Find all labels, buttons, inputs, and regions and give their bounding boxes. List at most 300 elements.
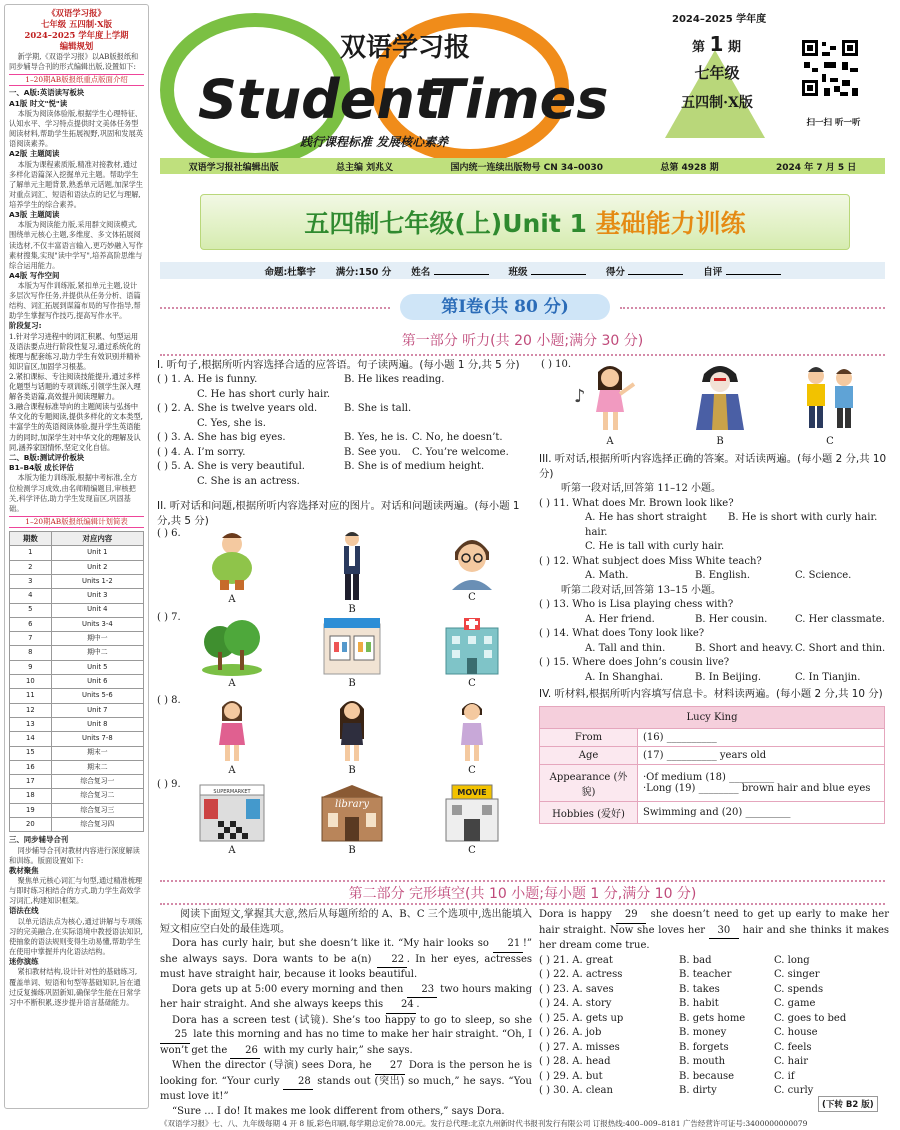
p2b: two hours making her hair straight. And she always keeps this — [160, 983, 532, 1010]
q13-stem: ( ) 13. Who is Lisa playing chess with? — [539, 599, 734, 611]
q3-option-a[interactable]: ( ) 3. A. She has big eyes. — [157, 432, 286, 444]
q11-b[interactable]: B. He is short with curly hair. — [728, 512, 878, 524]
issue-number — [692, 32, 741, 56]
plan-issue-cell: 20 — [10, 818, 52, 832]
q13-b[interactable]: B. Her cousin. — [695, 613, 768, 625]
info-card-name: Lucy King — [540, 707, 885, 729]
class-field[interactable] — [531, 265, 586, 275]
qr-code[interactable] — [800, 38, 860, 106]
plan-content-cell: 综合复习四 — [51, 818, 143, 832]
q6-option-c[interactable] — [427, 530, 517, 615]
plan-issue-cell: 16 — [10, 760, 52, 774]
cloze-instructions: 阅读下面短文,掌握其大意,然后从每题所给的 A、B、C 三个选项中,选出能填入短文相应空白处的最佳选项。 — [160, 909, 532, 935]
p3b: late this morning and has no time to make her hair straight. “Oh, I won’t get the — [160, 1029, 532, 1056]
plan-issue-cell: 2 — [10, 560, 52, 574]
q9-option-c[interactable] — [427, 781, 517, 856]
sidebar-intro: 新学期,《双语学习报》以AB版报纸和同步辅导合刊的形式编辑出版,设置如下: — [9, 51, 139, 71]
plan-table-row — [10, 617, 144, 631]
section-a: 一、A版:英语读写板块 — [9, 88, 85, 98]
plan-table-row — [10, 775, 144, 789]
heavy-boy-image — [202, 530, 262, 592]
cloze-29-option-b[interactable]: B. because — [679, 1070, 735, 1082]
self-eval-field[interactable] — [726, 265, 781, 275]
q9-b-label: B — [348, 845, 356, 856]
blank-26[interactable]: 26 — [230, 1044, 260, 1060]
age-label: Age — [540, 747, 638, 765]
a2-heading: A2版 主题阅读 — [9, 149, 60, 159]
q10-option-c[interactable] — [785, 362, 875, 447]
plan-table-row — [10, 675, 144, 689]
p2a: Dora gets up at 5:00 every morning and then — [172, 983, 404, 995]
q7-option-c[interactable] — [427, 614, 517, 689]
cn-title: 双语学习报 — [340, 33, 471, 63]
cloze-option-row — [539, 1026, 889, 1041]
school-year: 2024–2025 学年度 — [672, 14, 767, 25]
cloze-22-option-a[interactable]: ( ) 22. A. actress — [539, 969, 623, 980]
plan-table-row — [10, 660, 144, 674]
q12-b[interactable]: B. English. — [695, 570, 750, 582]
section-1 — [157, 358, 532, 489]
q6-label: ( ) 6. — [157, 528, 181, 539]
cloze-30-option-b[interactable]: B. dirty — [679, 1085, 717, 1096]
plan-content-cell: Units 5-6 — [51, 689, 143, 703]
q1-option-a[interactable]: ( ) 1. A. He is funny. — [157, 374, 258, 386]
cloze-26-option-c[interactable]: C. house — [774, 1027, 818, 1038]
p4c: stands out (突出) so much,” he says. “You must love it!” — [160, 1075, 532, 1102]
plan-issue-cell: 10 — [10, 675, 52, 689]
q6-c-label: C — [468, 592, 476, 603]
glasses-man-image — [447, 530, 497, 590]
logo-times: Times — [428, 68, 609, 131]
cloze-27-option-a[interactable]: ( ) 27. A. misses — [539, 1041, 620, 1053]
section-1-title: I. 听句子,根据所听内容选择合适的应答语。句子读两遍。(每小题 1 分,共 5 分) — [157, 359, 520, 371]
part2-divider-top — [160, 880, 885, 882]
blank-29[interactable]: 29 — [616, 908, 646, 924]
sidebar-title: 《双语学习报》 — [47, 8, 106, 18]
p3c: with my curly hair,” she says. — [263, 1044, 413, 1056]
r1c: hair and she thinks it makes her dream come true. — [539, 924, 889, 951]
q8-option-b[interactable] — [307, 697, 397, 776]
two-boys-image — [790, 362, 870, 434]
cloze-passage — [160, 908, 532, 1119]
q8-option-c[interactable] — [427, 697, 517, 776]
sidebar-subtitle-2: 1–20期AB版报纸编辑计划简表 — [9, 516, 144, 528]
score-field[interactable] — [628, 265, 683, 275]
plan-issue-cell: 18 — [10, 789, 52, 803]
q4-option-c[interactable]: C. You’re welcome. — [412, 446, 509, 458]
supermarket-image — [198, 781, 266, 843]
cloze-23-option-b[interactable]: B. takes — [679, 983, 720, 995]
serial-number: 国内统一连续出版物号 CN 34–0030 — [450, 162, 603, 173]
student-times-logo — [160, 10, 640, 170]
q6-a-label: A — [228, 594, 236, 605]
p2c: . — [416, 999, 420, 1010]
cloze-28-option-a[interactable]: ( ) 28. A. head — [539, 1056, 611, 1067]
q8-options — [187, 697, 517, 776]
qr-caption: 扫一扫 听一听 — [806, 118, 861, 128]
cloze-22-option-c[interactable]: C. singer — [774, 969, 820, 980]
q3-row — [157, 431, 532, 446]
q7-c-label: C — [468, 678, 476, 689]
c-text: 同步辅导合刊对教材内容进行深度解读和训练。版面设置如下: — [9, 845, 140, 865]
c2-text: 以单元语法点为核心,通过讲解与专项练习的完美融合,在实际语境中教授语法知识,使抽象的语法规则变得生动易懂,帮助学生在使用中掌握并内化语法结构。 — [9, 916, 143, 957]
sidebar-subtitle-1: 1–20期AB版报纸重点版面介绍 — [9, 74, 144, 86]
exam-meta-bar — [160, 262, 885, 279]
q6-b-label: B — [348, 604, 356, 615]
a1-heading: A1版 时文"悦"读 — [9, 98, 68, 108]
cloze-28-option-c[interactable]: C. hair — [774, 1056, 809, 1067]
plan-issue-cell: 1 — [10, 546, 52, 560]
plan-issue-cell: 7 — [10, 632, 52, 646]
q8-option-a[interactable] — [187, 697, 277, 776]
q2-option-a[interactable]: ( ) 2. A. She is twelve years old. — [157, 403, 318, 415]
q9-option-b[interactable] — [307, 781, 397, 856]
plan-content-cell: Unit 4 — [51, 603, 143, 617]
plan-issue-cell: 17 — [10, 775, 52, 789]
a3-text: 本版为阅读能力版,采用群文阅读模式,围绕单元核心主题,多维度、多文体拓展阅读选材,不仅丰富语言输入,更巧妙融入写作素材搜集,实现"读中学写",培养高阶思维与综合运用能力。 — [9, 220, 143, 270]
svg-text:♪: ♪ — [574, 386, 586, 407]
score-label: 得分 — [605, 266, 625, 278]
sidebar-plan: 编辑规划 — [59, 40, 94, 51]
issue-num: 1 — [709, 32, 724, 56]
q12-a[interactable]: A. Math. — [585, 570, 629, 582]
cloze-28-option-b[interactable]: B. mouth — [679, 1056, 726, 1067]
name-label: 姓名 — [411, 266, 431, 278]
plan-content-cell: Unit 3 — [51, 589, 143, 603]
turn-page-note: (下转 B2 版) — [818, 1096, 878, 1112]
plan-content-cell: 期末二 — [51, 760, 143, 774]
r1a: Dora is happy — [539, 909, 612, 920]
appearance-blank-1[interactable]: ·Of medium (18) _________ — [643, 772, 775, 784]
editorial-plan-sidebar — [4, 4, 149, 1109]
q5-option-a[interactable]: ( ) 5. A. She is very beautiful. — [157, 461, 305, 473]
q11-stem: ( ) 11. What does Mr. Brown look like? — [539, 497, 734, 509]
plan-table-row — [10, 732, 144, 746]
q1-row — [157, 373, 532, 388]
plan-content-cell: Unit 8 — [51, 717, 143, 731]
blank-25[interactable]: 25 — [160, 1028, 190, 1044]
cloze-26-option-a[interactable]: ( ) 26. A. job — [539, 1027, 602, 1038]
part2-heading: 第二部分 完形填空(共 10 小题;每小题 1 分,满分 10 分) — [348, 886, 697, 902]
full-score: 满分:150 分 — [335, 266, 392, 278]
q3-option-c[interactable]: C. No, he doesn’t. — [412, 432, 503, 444]
plan-table-row — [10, 632, 144, 646]
q14-b[interactable]: B. Short and heavy. — [695, 642, 794, 654]
plan-content-cell: Unit 6 — [51, 675, 143, 689]
q8-label: ( ) 8. — [157, 695, 181, 706]
plan-issue-cell: 9 — [10, 660, 52, 674]
q8-a-label: A — [228, 765, 236, 776]
paper-one-title: 第Ⅰ卷(共 80 分) — [400, 294, 610, 320]
plan-content-cell: 期末一 — [51, 746, 143, 760]
q9-options — [187, 781, 517, 856]
cloze-25-option-a[interactable]: ( ) 25. A. gets up — [539, 1012, 624, 1024]
plan-issue-cell: 4 — [10, 589, 52, 603]
c1-heading: 教材聚焦 — [9, 865, 39, 875]
q7-a-label: A — [228, 678, 236, 689]
plan-content-cell: Units 7-8 — [51, 732, 143, 746]
issue-pre: 第 — [692, 40, 706, 55]
divider-left — [160, 307, 390, 309]
cloze-27-option-c[interactable]: C. feels — [774, 1041, 812, 1053]
edition-label: 五四制·X版 — [681, 95, 753, 111]
cloze-option-row — [539, 983, 889, 998]
q5-option-c[interactable]: C. She is an actress. — [197, 475, 300, 487]
cloze-24-option-a[interactable]: ( ) 24. A. story — [539, 998, 612, 1009]
unit-title: 五四制七年级(上)Unit 1 — [304, 209, 587, 238]
q7-b-label: B — [348, 678, 356, 689]
cloze-option-row — [539, 1012, 889, 1027]
q11-a[interactable]: A. He has short straight hair. — [585, 512, 707, 538]
q10-c-label: C — [826, 436, 834, 447]
plan-issue-cell: 5 — [10, 603, 52, 617]
blank-28[interactable]: 28 — [283, 1075, 313, 1091]
stage-review-1: 1.针对学习进程中的词汇积累、句型运用及语法要点进行阶段性复习,通过系统化的梳理与配套练习,助力学生有效识别并精补知识盲区,加固学习根基。 — [9, 331, 141, 371]
a2-text: 本版为课程素质版,精准对接教材,通过多样化语篇深入挖掘单元主题。帮助学生了解单元主题背景,熟悉单元话题,加深学生对重点词汇、短语和语法点的记忆与理解,培养学生的综合素养。 — [9, 159, 143, 209]
info-card-table — [539, 706, 885, 824]
q7-option-b[interactable] — [307, 614, 397, 689]
q11-c[interactable]: C. He is tall with curly hair. — [585, 541, 725, 553]
unit-title-banner — [200, 194, 850, 250]
part1-heading: 第一部分 听力(共 20 小题;满分 30 分) — [401, 333, 644, 349]
q14-a[interactable]: A. Tall and thin. — [585, 642, 666, 654]
c2-heading: 语法在线 — [9, 906, 39, 916]
cloze-21-option-c[interactable]: C. long — [774, 954, 810, 966]
unit-subtitle: 基础能力训练 — [595, 209, 746, 238]
section-3-title: III. 听对话,根据所听内容选择正确的答案。对话读两遍。(每小题 2 分,共 10 分) — [539, 453, 887, 481]
total-issue: 总第 4928 期 — [660, 162, 719, 173]
q8-b-label: B — [348, 765, 356, 776]
q2-option-c[interactable]: C. Yes, she is. — [197, 417, 266, 429]
tall-man-image — [332, 530, 372, 602]
blank-21[interactable]: 21 — [493, 937, 523, 953]
p1b: !” she always says. Dora wants to be a(n) — [160, 938, 532, 965]
singing-girl-image — [570, 362, 650, 434]
appearance-label: Appearance (外貌) — [540, 765, 638, 802]
cloze-30-option-a[interactable]: ( ) 30. A. clean — [539, 1085, 613, 1096]
c1-text: 聚焦单元核心词汇与句型,通过精准梳理与即时练习相结合的方式,助力学生高效学习词汇,构建知识框架。 — [9, 876, 143, 906]
q9-a-label: A — [228, 845, 236, 856]
plan-table-row — [10, 574, 144, 588]
cloze-24-option-c[interactable]: C. game — [774, 998, 816, 1009]
plan-table-row — [10, 689, 144, 703]
plan-table-row — [10, 717, 144, 731]
q10-options — [565, 362, 875, 447]
cloze-25-option-c[interactable]: C. goes to bed — [774, 1012, 847, 1024]
girl-long-hair-image — [334, 697, 370, 763]
a4-heading: A4版 写作空间 — [9, 270, 60, 280]
cloze-30-option-c[interactable]: C. curly — [774, 1085, 814, 1096]
q4-row — [157, 446, 532, 461]
cloze-option-row — [539, 997, 889, 1012]
plan-table-row — [10, 760, 144, 774]
cloze-25-option-b[interactable]: B. gets home — [679, 1012, 746, 1024]
q1-option-b[interactable]: B. He likes reading. — [344, 374, 445, 386]
q14-c[interactable]: C. Short and thin. — [795, 642, 886, 654]
q2-option-b[interactable]: B. She is tall. — [344, 403, 412, 415]
plan-content-cell: Unit 7 — [51, 703, 143, 717]
section-c: 三、同步辅导合刊 — [9, 835, 69, 845]
movie-sign: MOVIE — [457, 788, 487, 797]
p5: “Sure ... I do! It makes me look different from others,” says Dora. — [172, 1105, 505, 1117]
cloze-21-option-a[interactable]: ( ) 21. A. great — [539, 954, 613, 966]
blank-27[interactable]: 27 — [375, 1059, 405, 1075]
cloze-23-option-a[interactable]: ( ) 23. A. saves — [539, 983, 614, 995]
slogan: 践行课程标准 发展核心素养 — [300, 135, 449, 149]
q15-a[interactable]: A. In Shanghai. — [585, 671, 664, 683]
divider-right — [620, 307, 885, 309]
sidebar-year: 2024–2025 学年度上学期 — [24, 29, 129, 40]
movie-theater-image — [438, 781, 506, 843]
plan-issue-cell: 12 — [10, 703, 52, 717]
q4-option-b[interactable]: B. See you. — [344, 446, 401, 458]
q10-a-label: A — [606, 436, 614, 447]
section-2-title: II. 听对话和问题,根据所听内容选择对应的图片。对话和问题读两遍。(每小题 1 分,共 5 分) — [157, 500, 520, 528]
part2-divider — [160, 903, 885, 905]
hospital-image — [440, 614, 504, 676]
q9-c-label: C — [468, 845, 476, 856]
plan-table-row — [10, 789, 144, 803]
stage-review-heading: 阶段复习: — [9, 321, 42, 331]
cloze-option-row — [539, 1070, 889, 1085]
sidebar-grade: 七年级 五四制·X版 — [41, 18, 112, 29]
plan-table-row — [10, 703, 144, 717]
blank-22[interactable]: 22 — [377, 953, 407, 969]
blank-23[interactable]: 23 — [407, 983, 437, 999]
section-b: 二、B版:测试评价板块 — [9, 452, 85, 462]
plan-content-cell: Unit 5 — [51, 660, 143, 674]
section-4 — [539, 687, 889, 824]
hobbies-blank[interactable]: Swimming and (20) _________ — [638, 802, 885, 824]
plan-table-row — [10, 560, 144, 574]
issue-post: 期 — [728, 40, 742, 55]
q14-stem: ( ) 14. What does Tony look like? — [539, 628, 705, 640]
plan-table-row — [10, 589, 144, 603]
girl-ponytail-image — [214, 697, 250, 763]
c3-text: 紧扣教材结构,设计针对性的基础练习,覆盖单词、短语和句型等基础知识,旨在通过反复操练巩固新知,确保学生能在日常学习中不断积累,逐步提升语言基础能力。 — [9, 967, 141, 1007]
q15-b[interactable]: B. In Beijing. — [695, 671, 762, 683]
plan-issue-cell: 6 — [10, 617, 52, 631]
q2-row — [157, 402, 532, 417]
stage-review-2: 2.紧扣课标、专注阅读技能提升,通过多样化题型与话题的专项训练,引领学生深入理解各类语篇,高效提升阅读理解力。 — [9, 372, 141, 402]
cloze-27-option-b[interactable]: B. forgets — [679, 1041, 729, 1053]
plan-table-row — [10, 646, 144, 660]
plan-content-cell: 综合复习二 — [51, 789, 143, 803]
q4-option-a[interactable]: ( ) 4. A. I’m sorry. — [157, 446, 246, 458]
q10-label: ( ) 10. — [541, 359, 572, 370]
a4-text: 本版为写作训练版,紧扣单元主题,设计多层次写作任务,并提供从任务分析、语篇结构、词汇拓展到谋篇布局的写作指导,帮助学生掌握写作技巧,提高写作水平。 — [9, 281, 141, 321]
plan-issue-cell: 14 — [10, 732, 52, 746]
plan-table-row — [10, 818, 144, 832]
q15-c[interactable]: C. In Tianjin. — [795, 671, 861, 683]
self-eval-label: 自评 — [703, 266, 723, 278]
cloze-option-row — [539, 954, 889, 969]
plan-issue-cell: 19 — [10, 803, 52, 817]
table-head-content: 对应内容 — [51, 532, 143, 546]
blank-24[interactable]: 24 — [386, 998, 416, 1014]
q7-option-a[interactable] — [187, 614, 277, 689]
a1-text: 本版为阅读体验版,根据学生心理特征、认知水平、学习特点提供时文美体任务型阅读材料,帮助学生拓展视野,巩固和发展英语阅读素养。 — [9, 108, 143, 149]
section-3 — [539, 452, 889, 685]
plan-issue-cell: 8 — [10, 646, 52, 660]
cloze-22-option-b[interactable]: B. teacher — [679, 969, 732, 980]
stage-review-3: 3.融合课程标准导向的主题阅读与弘扬中华文化的专题阅读,提供多样化的文本类型,丰富学生的英语阅读体验,提升学生英语能力的同时,加深学生对中华文化的理解及认同,涵养家国情怀,坚定文化自信。 — [9, 402, 143, 452]
appearance-blank-2[interactable]: ·Long (19) ________ brown hair and blue eyes — [643, 783, 871, 795]
dialogue-2-note: 听第二段对话,回答第 13–15 小题。 — [561, 584, 721, 596]
cloze-29-option-c[interactable]: C. if — [774, 1070, 795, 1082]
q10-option-b[interactable] — [675, 362, 765, 447]
plan-content-cell: 期中一 — [51, 632, 143, 646]
plan-content-cell: 综合复习三 — [51, 803, 143, 817]
section-4-title: IV. 听材料,根据所听内容填写信息卡。材料读两遍。(每小题 2 分,共 10 分) — [539, 688, 883, 700]
plan-table-row — [10, 546, 144, 560]
q3-option-b[interactable]: B. Yes, he is. — [344, 432, 408, 444]
plan-issue-cell: 3 — [10, 574, 52, 588]
footer-info: 《双语学习报》七、八、九年级每期 4 开 8 版,彩色印刷,每学期总定价78.00元。发行总代理:北京九州新时代书报刊发行有限公司 订报热线:400–009–8181 广告经营许可证号:3400000000079 — [160, 1119, 808, 1128]
library-sign: library — [335, 799, 369, 810]
cloze-option-row — [539, 1041, 889, 1056]
q6-option-a[interactable] — [187, 530, 277, 615]
q8-c-label: C — [468, 765, 476, 776]
q13-c[interactable]: C. Her classmate. — [795, 613, 885, 625]
cloze-29-option-a[interactable]: ( ) 29. A. but — [539, 1070, 603, 1082]
p3a: Dora has a screen test (试镜). She’s too happy to go to sleep, so she — [172, 1014, 532, 1026]
publisher: 双语学习报社编辑出版 — [188, 162, 279, 173]
b-text: 本版为能力训练版,根据中考标准,全方位检测学习成效,由名师精编题目,审核把关,科学评估,助力学生发现盲区,巩固基础。 — [9, 473, 138, 513]
publish-date: 2024 年 7 月 5 日 — [776, 162, 857, 173]
library-image — [318, 781, 386, 843]
age-blank[interactable]: (17) __________ years old — [638, 747, 885, 765]
q5-option-b[interactable]: B. She is of medium height. — [344, 461, 485, 473]
exam-author: 命题:杜擎宇 — [264, 266, 316, 278]
cloze-23-option-c[interactable]: C. spends — [774, 983, 824, 995]
cloze-24-option-b[interactable]: B. habit — [679, 998, 719, 1009]
p4a: When the director (导演) sees Dora, he — [172, 1060, 372, 1071]
p1c: . In her eyes, actresses must have straight hair, because it looks beautiful. — [160, 953, 533, 980]
plan-table-row — [10, 803, 144, 817]
class-label: 班级 — [508, 266, 528, 278]
plan-content-cell: 综合复习一 — [51, 775, 143, 789]
from-label: From — [540, 729, 638, 747]
plan-content-cell: Unit 1 — [51, 546, 143, 560]
plan-issue-cell: 15 — [10, 746, 52, 760]
q9-option-a[interactable] — [187, 781, 277, 856]
plan-issue-cell: 13 — [10, 717, 52, 731]
publication-info-bar — [160, 158, 885, 174]
q1-option-c[interactable]: C. He has short curly hair. — [197, 388, 331, 400]
park-image — [200, 614, 264, 676]
q10-option-a[interactable] — [565, 362, 655, 447]
hobbies-label: Hobbies (爱好) — [540, 802, 638, 824]
dialogue-1-note: 听第一段对话,回答第 11–12 小题。 — [561, 483, 721, 495]
q13-a[interactable]: A. Her friend. — [585, 613, 655, 625]
from-blank[interactable]: (16) __________ — [638, 729, 885, 747]
p4b: Dora is the person he is looking for. “Your curly — [160, 1060, 532, 1087]
cloze-26-option-b[interactable]: B. money — [679, 1027, 727, 1038]
q12-c[interactable]: C. Science. — [795, 570, 852, 582]
cloze-21-option-b[interactable]: B. bad — [679, 954, 712, 966]
part1-divider — [160, 354, 885, 356]
q9-label: ( ) 9. — [157, 779, 181, 790]
logo-student: Student — [198, 68, 441, 131]
blank-30[interactable]: 30 — [709, 924, 739, 940]
plan-content-cell: Units 1-2 — [51, 574, 143, 588]
q6-option-b[interactable] — [307, 530, 397, 615]
q12-stem: ( ) 12. What subject does Miss White teach? — [539, 555, 762, 567]
c3-heading: 迷你演练 — [9, 957, 39, 967]
q15-stem: ( ) 15. Where does John’s cousin live? — [539, 657, 730, 669]
name-field[interactable] — [434, 265, 489, 275]
